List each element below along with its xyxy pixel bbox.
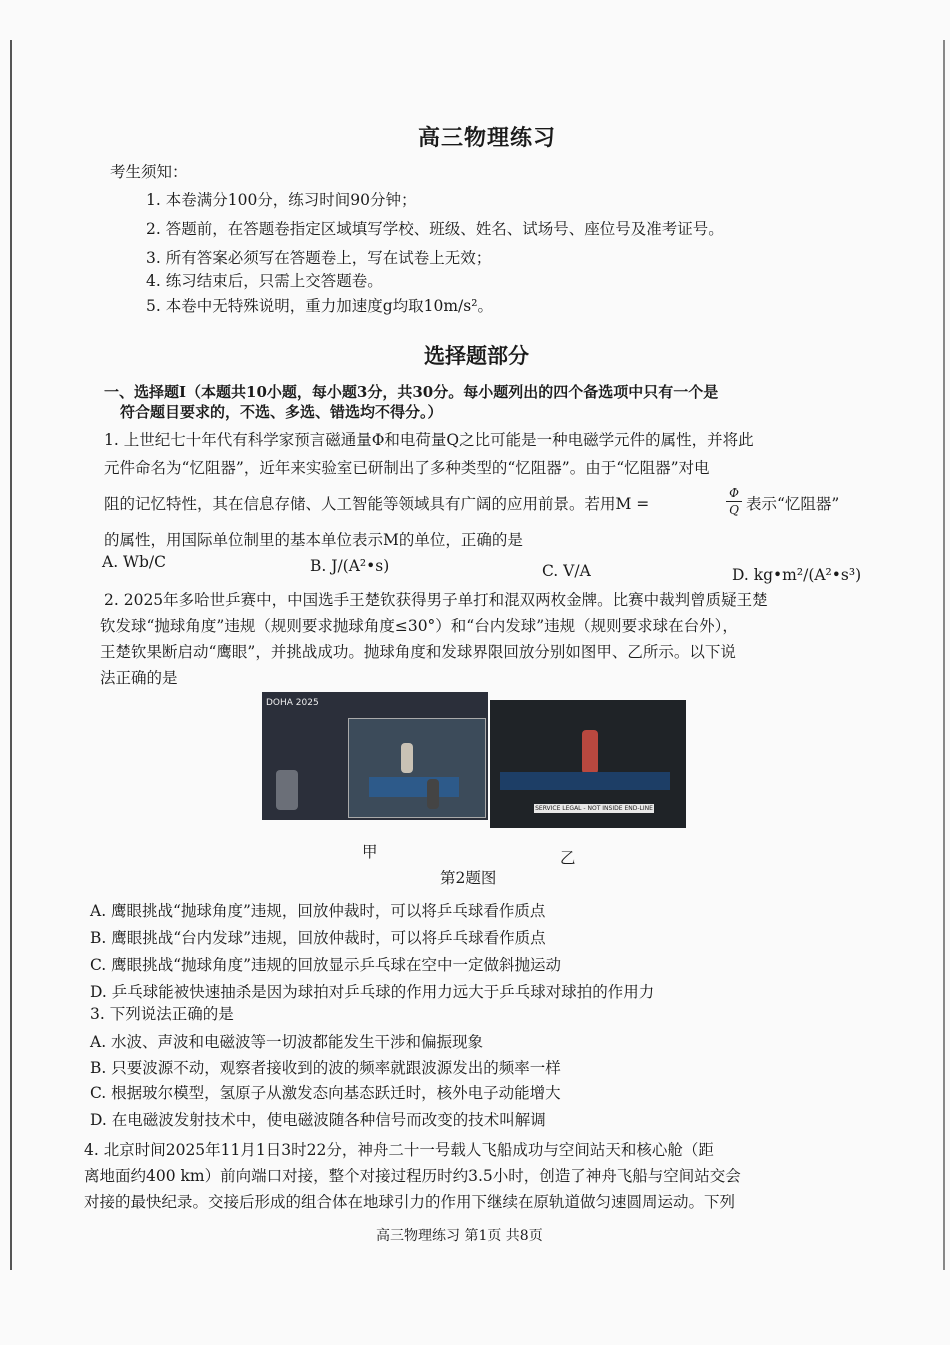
q1-option-b: B. J/(A²•s): [310, 557, 390, 575]
q2-stem-line: 钦发球“抛球角度”违规（规则要求抛球角度≤30°）和“台内发球”违规（规则要求球在台外），: [100, 617, 738, 635]
q1-stem-line: 1. 上世纪七十年代有科学家预言磁通量Φ和电荷量Q之比可能是一种电磁学元件的属性，并将此: [104, 431, 754, 449]
q1-option-c: C. V/A: [542, 562, 591, 580]
q2-option-b: B. 鹰眼挑战“台内发球”违规，回放仲裁时，可以将乒乓球看作质点: [90, 929, 546, 947]
q4-stem-line: 对接的最快纪录。交接后形成的组合体在地球引力的作用下继续在原轨道做匀速圆周运动。下列: [84, 1193, 736, 1211]
figure-caption: 第2题图: [440, 869, 497, 887]
player-figure: [427, 779, 439, 809]
section-instruction: 符合题目要求的，不选、多选、错选均不得分。）: [120, 403, 443, 421]
q1-stem-line: 阻的记忆特性，其在信息存储、人工智能等领域具有广阔的应用前景。若用M =: [104, 495, 650, 513]
q2-stem-line: 法正确的是: [100, 669, 178, 687]
fraction-denominator: Q: [729, 503, 739, 517]
scan-edge-right: [943, 40, 945, 1270]
notice-heading: 考生须知：: [110, 163, 188, 181]
replay-inset: [348, 718, 486, 818]
fraction-numerator: Φ: [729, 486, 739, 500]
notice-item: 2. 答题前，在答题卷指定区域填写学校、班级、姓名、试场号、座位号及准考证号。: [146, 220, 724, 238]
scan-edge-left: [10, 40, 12, 1270]
notice-item: 5. 本卷中无特殊说明，重力加速度g均取10m/s²。: [146, 297, 493, 315]
figure-photo-a: [262, 692, 488, 820]
q2-option-d: D. 乒乓球能被快速抽杀是因为球拍对乒乓球的作用力远大于乒乓球对球拍的作用力: [90, 983, 655, 1001]
q2-option-a: A. 鹰眼挑战“抛球角度”违规，回放仲裁时，可以将乒乓球看作质点: [90, 902, 546, 920]
notice-item: 3. 所有答案必须写在答题卷上，写在试卷上无效；: [146, 249, 492, 267]
section-instruction: 一、选择题Ⅰ（本题共10小题，每小题3分，共30分。每小题列出的四个备选项中只有一个是: [104, 383, 719, 401]
q4-stem-line: 4. 北京时间2025年11月1日3时22分，神舟二十一号载人飞船成功与空间站天和核心舱（距: [84, 1141, 714, 1159]
photo-a-banner: DOHA 2025: [266, 698, 319, 708]
q1-stem-line: 的属性，用国际单位制里的基本单位表示M的单位，正确的是: [104, 531, 523, 549]
q1-stem-line: 元件命名为“忆阻器”，近年来实验室已研制出了多种类型的“忆阻器”。由于“忆阻器”对电: [104, 459, 710, 477]
notice-item: 4. 练习结束后，只需上交答题卷。: [146, 272, 383, 290]
figure-label-b: 乙: [560, 849, 576, 867]
table-tennis-table: [369, 777, 459, 797]
figure-label-a: 甲: [362, 843, 378, 861]
photo-b-strip: SERVICE LEGAL - NOT INSIDE END-LINE: [535, 805, 653, 812]
fraction-bar: [726, 501, 742, 502]
q1-option-d: D. kg•m²/(A²•s³): [732, 566, 862, 584]
spectator-figure: [276, 770, 298, 810]
q1-option-a: A. Wb/C: [102, 553, 166, 571]
page-title: 高三物理练习: [418, 125, 557, 151]
q3-option-a: A. 水波、声波和电磁波等一切波都能发生干涉和偏振现象: [90, 1033, 484, 1051]
q2-stem-line: 2. 2025年多哈世乒赛中，中国选手王楚钦获得男子单打和混双两枚金牌。比赛中裁判曾质疑王楚: [104, 591, 768, 609]
player-figure: [401, 743, 413, 773]
q2-option-c: C. 鹰眼挑战“抛球角度”违规的回放显示乒乓球在空中一定做斜抛运动: [90, 956, 562, 974]
q3-stem: 3. 下列说法正确的是: [90, 1005, 234, 1023]
q1-fraction: [726, 486, 742, 517]
q3-option-c: C. 根据玻尔模型，氢原子从激发态向基态跃迁时，核外电子动能增大: [90, 1084, 561, 1102]
player-figure: [582, 730, 598, 774]
q3-option-b: B. 只要波源不动，观察者接收到的波的频率就跟波源发出的频率一样: [90, 1059, 561, 1077]
q3-option-d: D. 在电磁波发射技术中，使电磁波随各种信号而改变的技术叫解调: [90, 1111, 546, 1129]
table-tennis-table: [500, 772, 670, 790]
q4-stem-line: 离地面约400 km）前向端口对接，整个对接过程历时约3.5小时，创造了神舟飞船与空间站交会: [84, 1167, 741, 1185]
q1-stem-line: 表示“忆阻器”: [746, 495, 840, 513]
figure-photo-b: [490, 700, 686, 828]
section-title: 选择题部分: [424, 343, 529, 368]
notice-item: 1. 本卷满分100分，练习时间90分钟；: [146, 191, 417, 209]
page-footer: 高三物理练习 第1页 共8页: [376, 1228, 543, 1244]
q2-stem-line: 王楚钦果断启动“鹰眼”，并挑战成功。抛球角度和发球界限回放分别如图甲、乙所示。以下说: [100, 643, 736, 661]
